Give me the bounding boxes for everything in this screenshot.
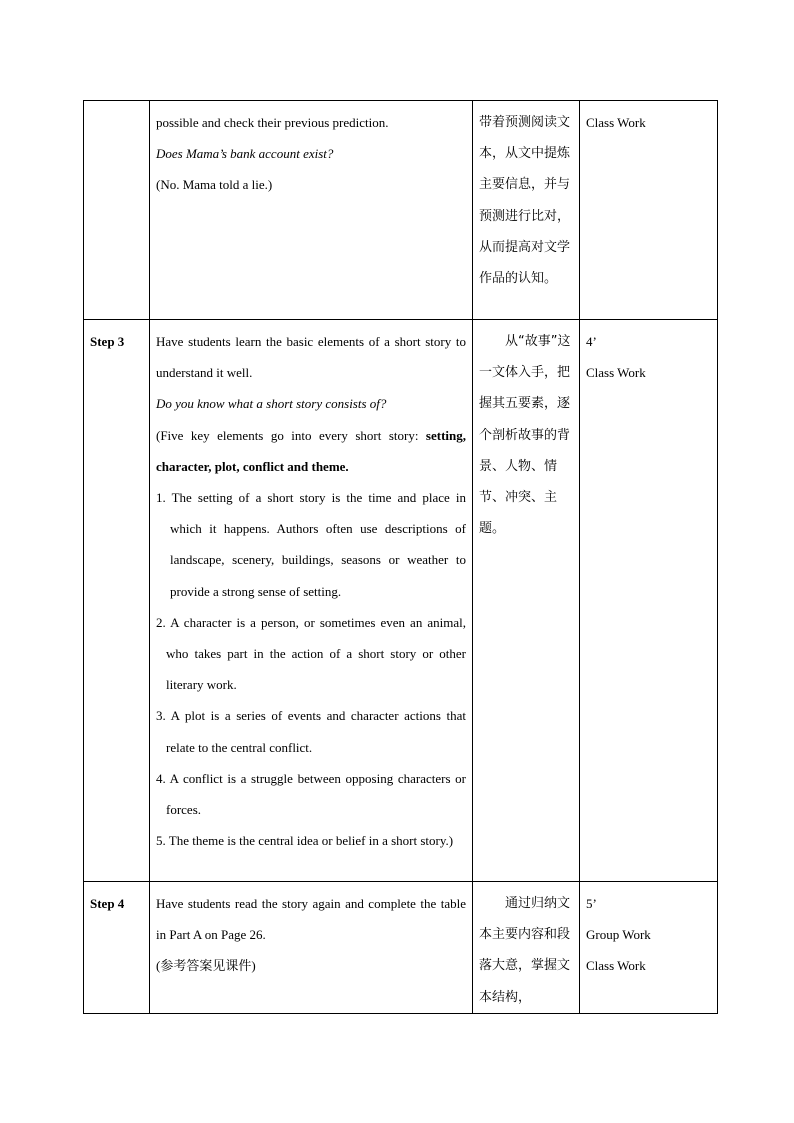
activity-line: possible and check their previous prediction. [156, 115, 389, 130]
activity-question: Do you know what a short story consists of? [156, 396, 387, 412]
activity-intro: Have students learn the basic elements of a short story to understand it well. [156, 334, 466, 381]
time-mode-cell [580, 882, 718, 1014]
list-item: 4. A conflict is a struggle between opposing characters or forces. [156, 770, 466, 818]
answer-prefix: (Five key elements go into every short story: [156, 427, 426, 443]
activity-cell [150, 320, 473, 882]
time-mode-cell [580, 101, 718, 320]
list-item: 2. A character is a person, or sometimes even an animal, who takes part in the action of a short story or other literary work. [156, 614, 466, 693]
table-row [84, 101, 718, 320]
purpose-cell: 带着预测阅读文本，从文中提炼主要信息，并与预测进行比对，从而提高对文学作品的认知。 [473, 101, 580, 320]
purpose-cell: 通过归纳文本主要内容和段落大意，掌握文本结构， [473, 882, 580, 1014]
list-item: 1. The setting of a short story is the time and place in which it happens. Authors often use descriptions of landscape, scenery, buildings, seasons or weather to provide a strong sense of setting. [156, 490, 466, 599]
activity-answer: (No. Mama told a lie.) [156, 177, 273, 193]
activity-answer [156, 420, 466, 482]
answer-elements: setting, character, plot, conflict and theme. [156, 427, 466, 474]
mode-label: Class Work [586, 115, 646, 130]
mode-label: Group Work [586, 927, 651, 943]
time-label: 5’ [586, 896, 597, 911]
step-cell: Step 3 [84, 320, 150, 882]
list-item: 3. A plot is a series of events and character actions that relate to the central conflict. [156, 708, 466, 755]
time-mode-cell [580, 320, 718, 882]
table-row [84, 882, 718, 1014]
list-item: 5. The theme is the central idea or belief in a short story.) [156, 833, 454, 849]
lesson-plan-table [83, 100, 718, 1014]
activity-intro: Have students read the story again and complete the table in Part A on Page 26. [156, 896, 466, 943]
activity-cell [150, 101, 473, 320]
mode-label: Class Work [586, 365, 646, 381]
purpose-cell: 从“故事”这一文体入手，把握其五要素，逐个剖析故事的背景、人物、情节、冲突、主题。 [473, 320, 580, 882]
activity-cell [150, 882, 473, 1014]
table-row [84, 320, 718, 882]
step-cell [84, 101, 150, 320]
step-cell: Step 4 [84, 882, 150, 1014]
activity-note: (参考答案见课件) [156, 958, 256, 974]
mode-label: Class Work [586, 958, 646, 974]
activity-question: Does Mama’s bank account exist? [156, 146, 334, 162]
time-label: 4’ [586, 334, 597, 349]
